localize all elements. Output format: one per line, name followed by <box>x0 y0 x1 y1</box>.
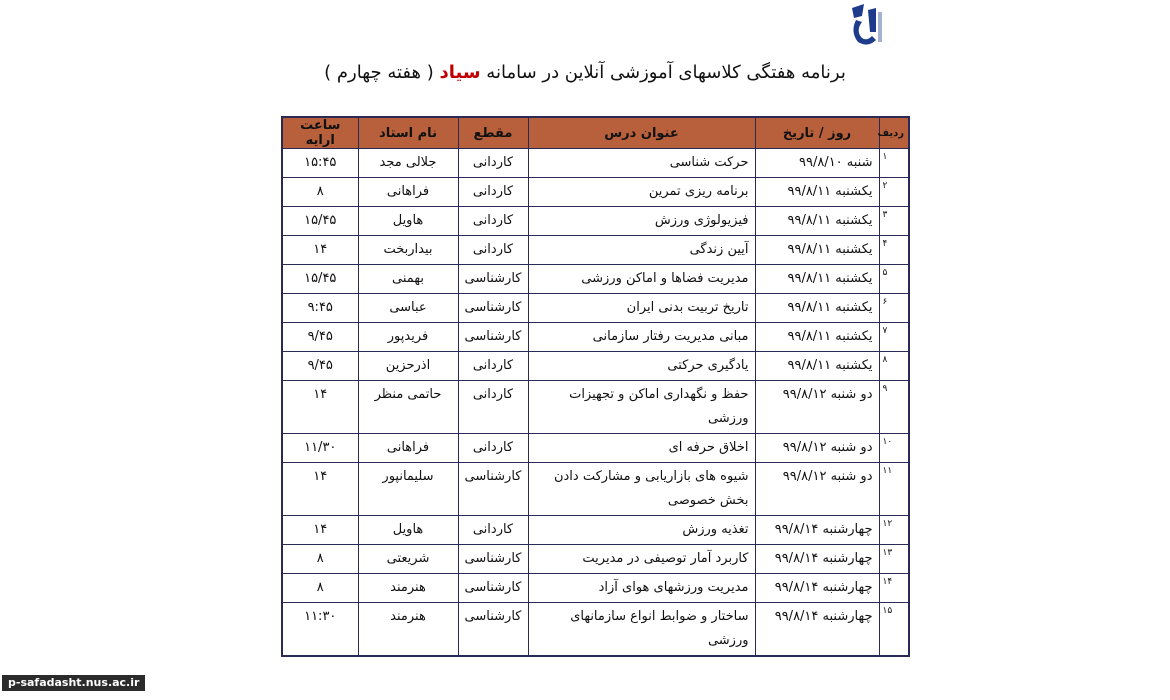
row-date: چهارشنبه ۹۹/۸/۱۴ <box>755 516 879 545</box>
row-time: ۱۴ <box>282 381 358 434</box>
row-number: ۹ <box>879 381 909 434</box>
row-teacher: سلیمانپور <box>358 463 458 516</box>
row-date: یکشنبه ۹۹/۸/۱۱ <box>755 178 879 207</box>
table-row <box>282 516 909 545</box>
row-time: ۸ <box>282 574 358 603</box>
table-row <box>282 178 909 207</box>
row-course: تغذیه ورزش <box>528 516 755 545</box>
row-number: ۱ <box>879 149 909 178</box>
row-number: ۱۰ <box>879 434 909 463</box>
row-level: کارشناسی <box>458 574 528 603</box>
row-time: ۹:۴۵ <box>282 294 358 323</box>
table-row <box>282 236 909 265</box>
row-number: ۱۲ <box>879 516 909 545</box>
row-course: تاریخ تربیت بدنی ایران <box>528 294 755 323</box>
table-row <box>282 265 909 294</box>
row-time: ۱۴ <box>282 236 358 265</box>
col-header-level: مقطع <box>458 117 528 149</box>
row-time: ۱۴ <box>282 516 358 545</box>
row-course: یادگیری حرکتی <box>528 352 755 381</box>
row-date: یکشنبه ۹۹/۸/۱۱ <box>755 236 879 265</box>
row-teacher: فریدپور <box>358 323 458 352</box>
row-level: کارشناسی <box>458 323 528 352</box>
row-course: ساختار و ضوابط انواع سازمانهای ورزشی <box>528 603 755 657</box>
row-time: ۱۵:۴۵ <box>282 149 358 178</box>
table-row <box>282 574 909 603</box>
row-date: یکشنبه ۹۹/۸/۱۱ <box>755 323 879 352</box>
row-teacher: هنرمند <box>358 574 458 603</box>
row-date: یکشنبه ۹۹/۸/۱۱ <box>755 207 879 236</box>
row-date: دو شنبه ۹۹/۸/۱۲ <box>755 434 879 463</box>
col-header-time: ساعت ارایه <box>282 117 358 149</box>
row-level: کاردانی <box>458 434 528 463</box>
row-date: دو شنبه ۹۹/۸/۱۲ <box>755 463 879 516</box>
title-highlight: سیاد <box>439 62 481 83</box>
row-time: ۱۱:۳۰ <box>282 603 358 657</box>
row-level: کارشناسی <box>458 463 528 516</box>
row-course: حرکت شناسی <box>528 149 755 178</box>
row-number: ۷ <box>879 323 909 352</box>
row-date: یکشنبه ۹۹/۸/۱۱ <box>755 352 879 381</box>
row-number: ۳ <box>879 207 909 236</box>
row-number: ۱۳ <box>879 545 909 574</box>
row-course: شیوه های بازاریابی و مشارکت دادن بخش خصوصی <box>528 463 755 516</box>
row-course: فیزیولوژی ورزش <box>528 207 755 236</box>
table-row <box>282 434 909 463</box>
row-date: یکشنبه ۹۹/۸/۱۱ <box>755 294 879 323</box>
row-teacher: عباسی <box>358 294 458 323</box>
table-row <box>282 323 909 352</box>
row-time: ۸ <box>282 178 358 207</box>
row-date: شنبه ۹۹/۸/۱۰ <box>755 149 879 178</box>
row-number: ۱۵ <box>879 603 909 657</box>
row-course: کاربرد آمار توصیفی در مدیریت <box>528 545 755 574</box>
row-time: ۹/۴۵ <box>282 323 358 352</box>
table-row <box>282 381 909 434</box>
row-teacher: هنرمند <box>358 603 458 657</box>
table-row <box>282 149 909 178</box>
row-time: ۱۵/۴۵ <box>282 207 358 236</box>
row-number: ۵ <box>879 265 909 294</box>
col-header-date: روز / تاریخ <box>755 117 879 149</box>
row-date: چهارشنبه ۹۹/۸/۱۴ <box>755 603 879 657</box>
row-date: چهارشنبه ۹۹/۸/۱۴ <box>755 574 879 603</box>
row-date: یکشنبه ۹۹/۸/۱۱ <box>755 265 879 294</box>
row-teacher: بهمنی <box>358 265 458 294</box>
row-number: ۱۱ <box>879 463 909 516</box>
schedule-table <box>281 116 910 657</box>
row-teacher: بیداربخت <box>358 236 458 265</box>
table-row <box>282 352 909 381</box>
row-teacher: جلالی مجد <box>358 149 458 178</box>
row-level: کاردانی <box>458 236 528 265</box>
table-row <box>282 603 909 657</box>
row-course: آیین زندگی <box>528 236 755 265</box>
table-row <box>282 463 909 516</box>
row-time: ۱۱/۳۰ <box>282 434 358 463</box>
site-url-label[interactable]: p-safadasht.nus.ac.ir <box>2 675 145 691</box>
row-level: کارشناسی <box>458 603 528 657</box>
row-level: کاردانی <box>458 516 528 545</box>
row-level: کاردانی <box>458 352 528 381</box>
row-number: ۸ <box>879 352 909 381</box>
table-row <box>282 294 909 323</box>
row-teacher: هاویل <box>358 516 458 545</box>
row-time: ۹/۴۵ <box>282 352 358 381</box>
row-level: کاردانی <box>458 381 528 434</box>
row-number: ۴ <box>879 236 909 265</box>
title-before: برنامه هفتگی کلاسهای آموزشی آنلاین در سامانه <box>486 62 846 83</box>
row-time: ۱۵/۴۵ <box>282 265 358 294</box>
col-header-course: عنوان درس <box>528 117 755 149</box>
row-teacher: فراهانی <box>358 178 458 207</box>
row-date: دو شنبه ۹۹/۸/۱۲ <box>755 381 879 434</box>
row-level: کارشناسی <box>458 265 528 294</box>
row-level: کاردانی <box>458 178 528 207</box>
row-level: کاردانی <box>458 207 528 236</box>
row-teacher: اذرحزین <box>358 352 458 381</box>
row-teacher: هاویل <box>358 207 458 236</box>
row-course: برنامه ریزی تمرین <box>528 178 755 207</box>
row-teacher: حاتمی منظر <box>358 381 458 434</box>
row-number: ۲ <box>879 178 909 207</box>
table-row <box>282 545 909 574</box>
row-date: چهارشنبه ۹۹/۸/۱۴ <box>755 545 879 574</box>
row-level: کارشناسی <box>458 294 528 323</box>
table-header-row <box>282 117 909 149</box>
row-time: ۸ <box>282 545 358 574</box>
row-time: ۱۴ <box>282 463 358 516</box>
row-course: مبانی مدیریت رفتار سازمانی <box>528 323 755 352</box>
row-level: کاردانی <box>458 149 528 178</box>
page-title <box>250 62 920 83</box>
col-header-teacher: نام استاد <box>358 117 458 149</box>
title-after: ( هفته چهارم ) <box>324 62 434 83</box>
row-course: مدیریت ورزشهای هوای آزاد <box>528 574 755 603</box>
row-number: ۱۴ <box>879 574 909 603</box>
row-course: اخلاق حرفه ای <box>528 434 755 463</box>
row-course: حفظ و نگهداری اماکن و تجهیزات ورزشی <box>528 381 755 434</box>
row-level: کارشناسی <box>458 545 528 574</box>
row-teacher: شریعتی <box>358 545 458 574</box>
university-logo-icon <box>842 2 890 50</box>
row-number: ۶ <box>879 294 909 323</box>
col-header-row: ردیف <box>879 117 909 149</box>
row-course: مدیریت فضاها و اماکن ورزشی <box>528 265 755 294</box>
row-teacher: فراهانی <box>358 434 458 463</box>
table-row <box>282 207 909 236</box>
